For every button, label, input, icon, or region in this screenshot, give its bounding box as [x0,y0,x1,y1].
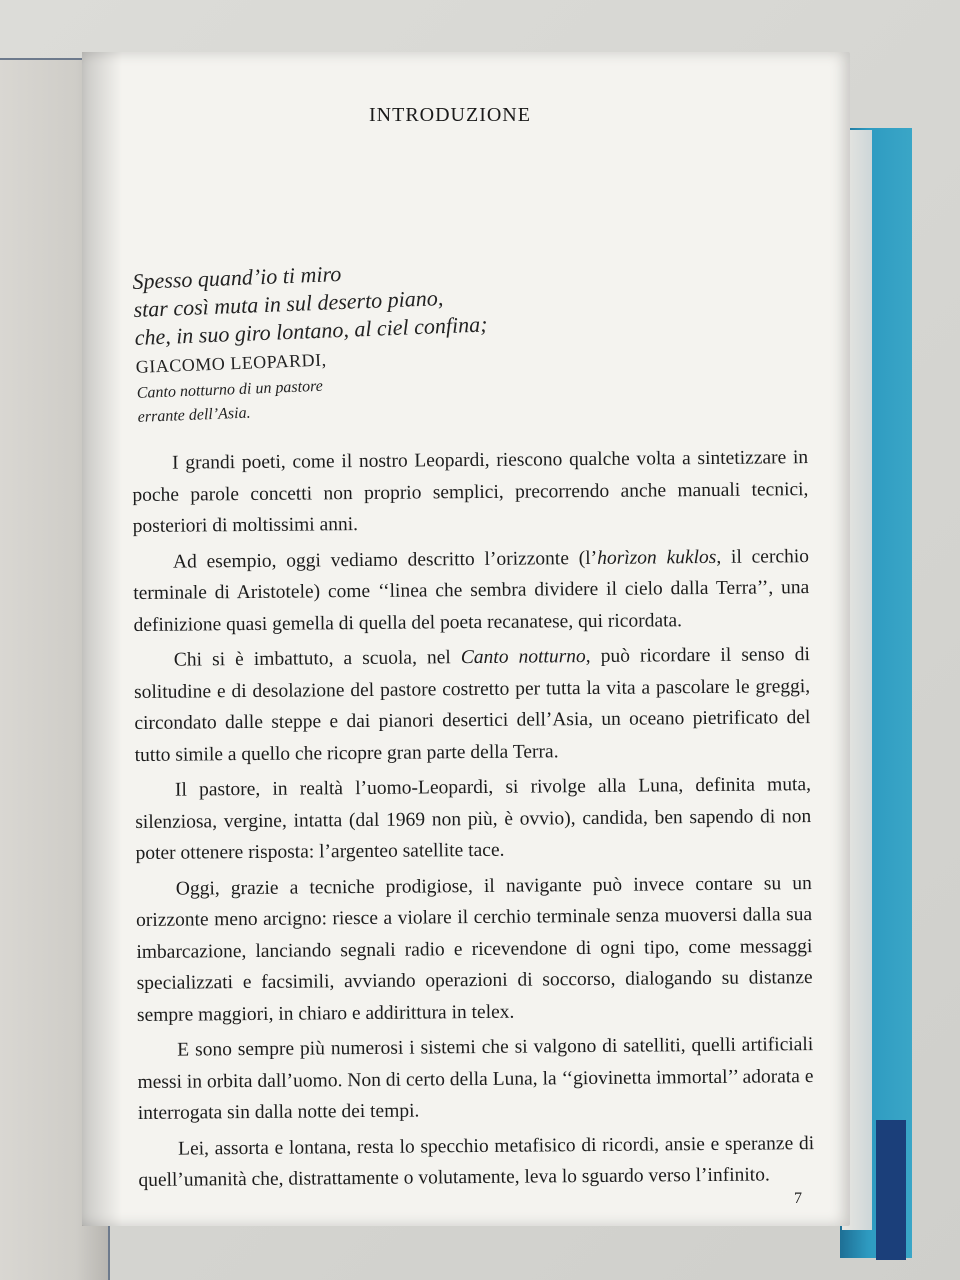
epigraph-work-line: Canto notturno di un pastore [136,377,324,402]
paragraph: E sono sempre più numerosi i sistemi che si valgono di satelliti, quelli artificiali messi in orbita dall’uomo. Non di certo della Luna, la ‘‘giovinetta immortal’’ adorata e interrogata sin dalla notte dei tempi. [137,1034,814,1124]
epigraph-verse: Spesso quand’io ti miro [132,260,342,294]
right-cover-edge [876,1120,906,1260]
epigraph-verse: che, in suo giro lontano, al ciel confina; [134,311,488,350]
paragraph [133,541,810,641]
paragraph-text: , può ricordare il senso di solitudine e di desolazione del pastore costretto per tutta la vita a pascolare le greggi, circondato dalle steppe e dai pianori desertici dell’Asia, un oceano pietrificato del tutto simile a quello che ricopre gran parte della Terra. [134,644,811,766]
paragraph: Il pastore, in realtà l’uomo-Leopardi, si rivolge alla Luna, definita muta, silenziosa, vergine, intatta (dal 1969 non più, è ovvio), candida, ben sapendo di non poter ottenere risposta: l’argenteo satellite tace. [135,774,812,864]
paragraph-text: , il cerchio terminale di Aristotele) come ‘‘linea che sembra dividere il cielo dalla Terra’’, una definizione quasi gemella di quella del poeta recanatese, qui ricordata. [133,545,810,636]
page-gutter-shadow [82,52,122,1226]
paragraph: Oggi, grazie a tecniche prodigiose, il navigante può invece contare su un orizzonte meno arcigno: riesce a violare il cerchio terminale senza muoversi dalla sua imbarcazione, lanciando segnali radio e ricevendone di ogni tipo, come messaggi specializzati e facsimili, avviando operazioni di soccorso, dialogando su distanze sempre maggiori, in chiaro e addirittura in telex. [136,872,813,1026]
paragraph [134,639,811,771]
chapter-heading: INTRODUZIONE [369,104,531,126]
paragraph-text: Ad esempio, oggi vediamo descritto l’orizzonte (l’ [172,547,598,573]
paragraph-italic: horìzon kuklos [597,546,717,569]
epigraph-author: GIACOMO LEOPARDI, [135,349,327,377]
page-number: 7 [794,1190,802,1207]
epigraph-verse: star così muta in sul deserto piano, [133,285,444,322]
epigraph [132,250,598,430]
body-text [132,442,815,1200]
paragraph-italic: Canto notturno [460,646,586,669]
paragraph-text: Chi si è imbattuto, a scuola, nel [173,647,461,671]
epigraph-work-line: errante dell’Asia. [137,404,251,426]
paragraph: I grandi poeti, come il nostro Leopardi, riescono qualche volta a sintetizzare in poche parole concetti non proprio semplici, precorrendo anche manuali tecnici, posteriori di moltissimi anni. [132,447,809,537]
paragraph: Lei, assorta e lontana, resta lo specchio metafisico di ricordi, ansie e speranze di quell’umanità che, distrattamente o volutamente, leva lo sguardo verso l’infinito. [138,1132,815,1191]
